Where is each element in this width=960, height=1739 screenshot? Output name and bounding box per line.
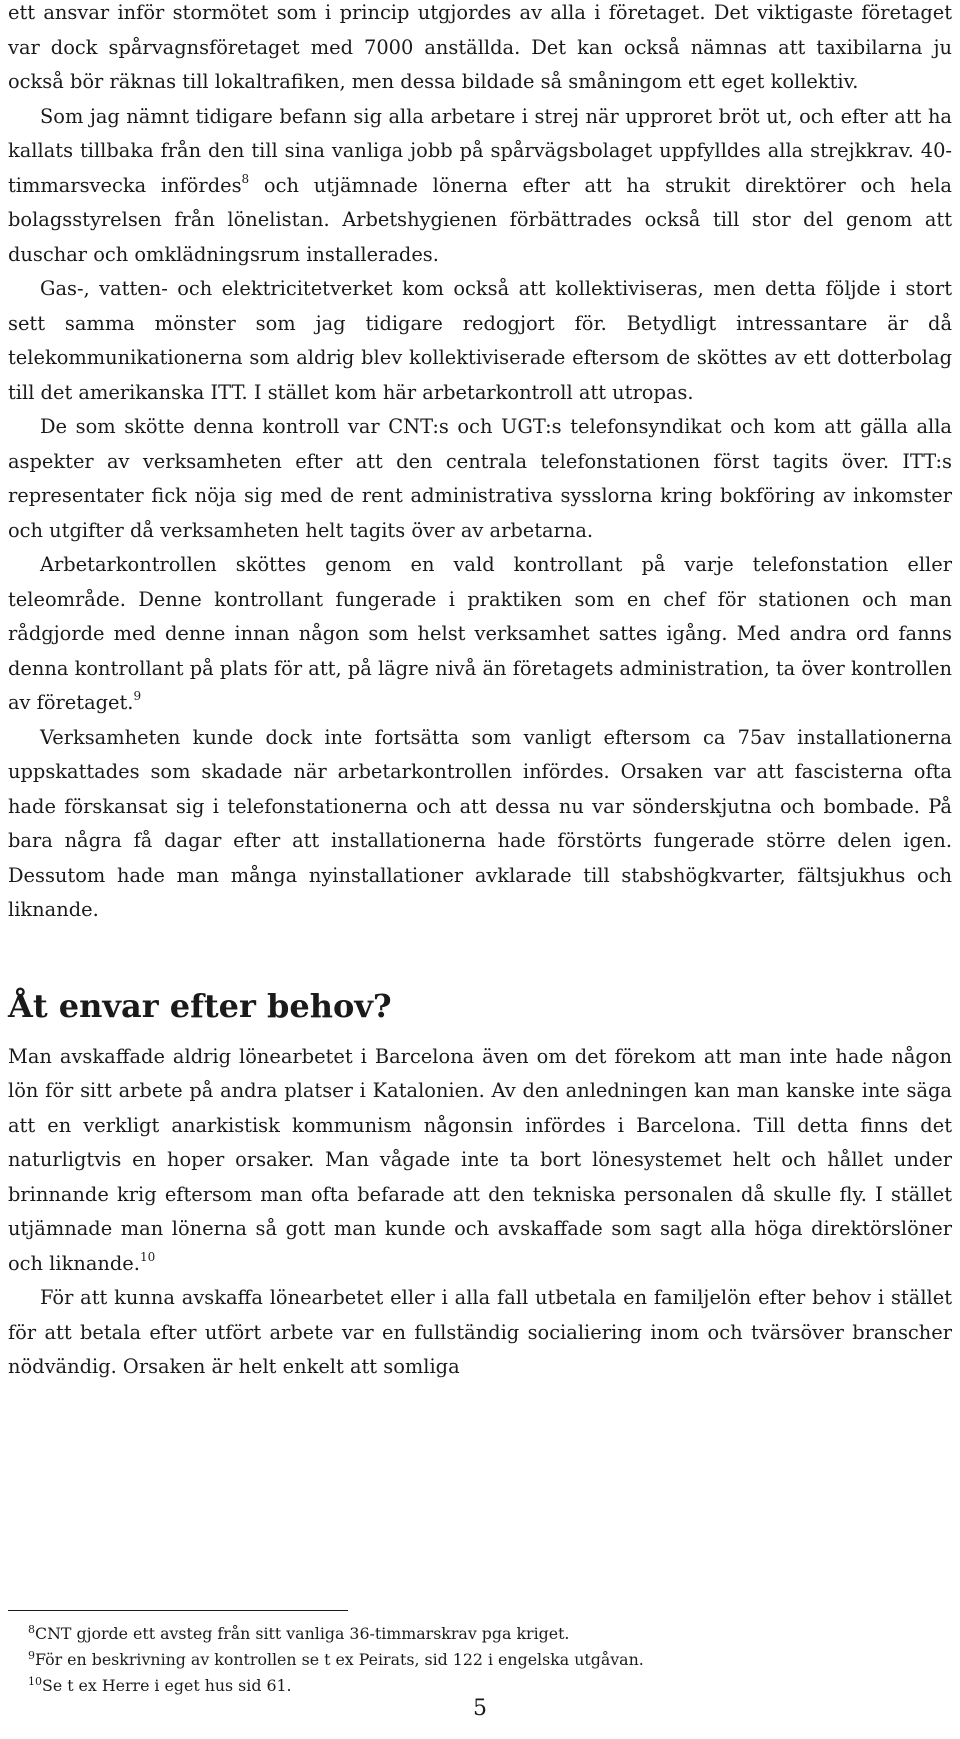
paragraph-worker-control xyxy=(8,548,952,721)
paragraph-installations: Verksamheten kunde dock inte fortsätta som vanligt eftersom ca 75av installationerna uppskattades som skadade när arbetarkontrollen infördes. Orsaken var att fascisterna ofta hade förskansat sig i telefonstationerna och att dessa nu var sönderskjutna och bombade. På bara några få dagar efter att installationerna hade förstörts fungerade större delen igen. Dessutom hade man många nyinstallationer avklarade till stabshögkvarter, fältsjukhus och liknande. xyxy=(8,725,952,921)
paragraph-text: och utjämnade lönerna efter att ha strukit direktörer och hela bolagsstyrelsen från lönelistan. Arbetshygienen förbättrades också till stor del genom att duschar och omklädningsrum installerades. xyxy=(8,173,952,266)
footnote-ref-10[interactable]: 10 xyxy=(139,1249,156,1264)
footnote-8 xyxy=(28,1621,952,1647)
footnote-text: Se t ex Herre i eget hus sid 61. xyxy=(42,1676,292,1695)
paragraph-wage-labour xyxy=(8,1040,952,1282)
footnote-mark: 10 xyxy=(28,1675,42,1688)
footnote-rule xyxy=(8,1610,348,1611)
footnote-9 xyxy=(28,1647,952,1673)
footnote-ref-8[interactable]: 8 xyxy=(241,171,250,186)
paragraph-text: Som jag nämnt tidigare befann sig alla arbetare i strej när upproret bröt ut, och efter att ha kallats tillbaka från den till sina vanliga jobb på spårvägsbolaget uppfylldes alla strejkkrav. 40-timmarsvecka infördes xyxy=(8,104,952,197)
paragraph-telephone-syndicate: De som skötte denna kontroll var CNT:s och UGT:s telefonsyndikat och kom att gälla alla aspekter av verksamheten efter att den centrala telefonstationen först tagits över. ITT:s representater fick nöja sig med de rent administrativa sysslorna kring bokföring av inkomster och utgifter då verksamheten helt tagits över av arbetarna. xyxy=(8,415,952,542)
footnote-ref-9[interactable]: 9 xyxy=(133,689,142,703)
footnote-text: För en beskrivning av kontrollen se t ex Peirats, sid 122 i engelska utgåvan. xyxy=(35,1650,644,1669)
paragraph-text: Arbetarkontrollen sköttes genom en vald kontrollant på varje telefonstation eller teleområde. Denne kontrollant fungerade i praktiken som en chef för stationen och man rådgjorde med denne innan någon som helst verksamhet sattes igång. Med andra ord fanns denna kontrollant på plats för att, på lägre nivå än företagets administration, ta över kontrollen av företaget. xyxy=(8,553,952,714)
paragraph-utilities: Gas-, vatten- och elektricitetverket kom också att kollektiviseras, men detta följde i stort sett samma mönster som jag tidigare redogjort för. Betydligt intressantare är då telekommunikationerna som aldrig blev kollektiviserade eftersom de sköttes av ett dotterbolag till det amerikanska ITT. I stället kom här arbetarkontroll att utropas. xyxy=(8,277,952,404)
footnote-mark: 9 xyxy=(28,1649,35,1662)
page-number: 5 xyxy=(473,1696,487,1721)
section-heading: Åt envar efter behov? xyxy=(8,986,392,1025)
footnotes xyxy=(8,1610,952,1699)
paragraph-socialisation: För att kunna avskaffa lönearbetet eller i alla fall utbetala en familjelön efter behov i stället för att betala efter utfört arbete var en fullständig socialiering inom och tvärsöver branscher nödvändig. Orsaken är helt enkelt att somliga xyxy=(8,1286,952,1378)
paragraph-continuation: ett ansvar inför stormötet som i princip utgjordes av alla i företaget. Det viktigaste företaget var dock spårvagnsföretaget med 7000 anställda. Det kan också nämnas att taxibilarna ju också bör räknas till lokaltrafiken, men dessa bildade så småningom ett eget kollektiv. xyxy=(8,1,952,93)
footnote-text: CNT gjorde ett avsteg från sitt vanliga 36-timmarskrav pga kriget. xyxy=(35,1624,570,1643)
footnote-mark: 8 xyxy=(28,1623,35,1636)
body-text xyxy=(8,0,952,1385)
paragraph-strike xyxy=(8,100,952,273)
paragraph-text: Man avskaffade aldrig lönearbetet i Barcelona även om det förekom att man inte hade någon lön för sitt arbete på andra platser i Katalonien. Av den anledningen kan man kanske inte säga att en verkligt anarkistisk kommunism någonsin infördes i Barcelona. Till detta finns det naturligtvis en hoper orsaker. Man vågade inte ta bort lönesystemet helt och hållet under brinnande krig eftersom man ofta befarade att den tekniska personalen då skulle fly. I stället utjämnade man lönerna så gott man kunde och avskaffade som sagt alla höga direktörslöner och liknande. xyxy=(8,1044,952,1275)
